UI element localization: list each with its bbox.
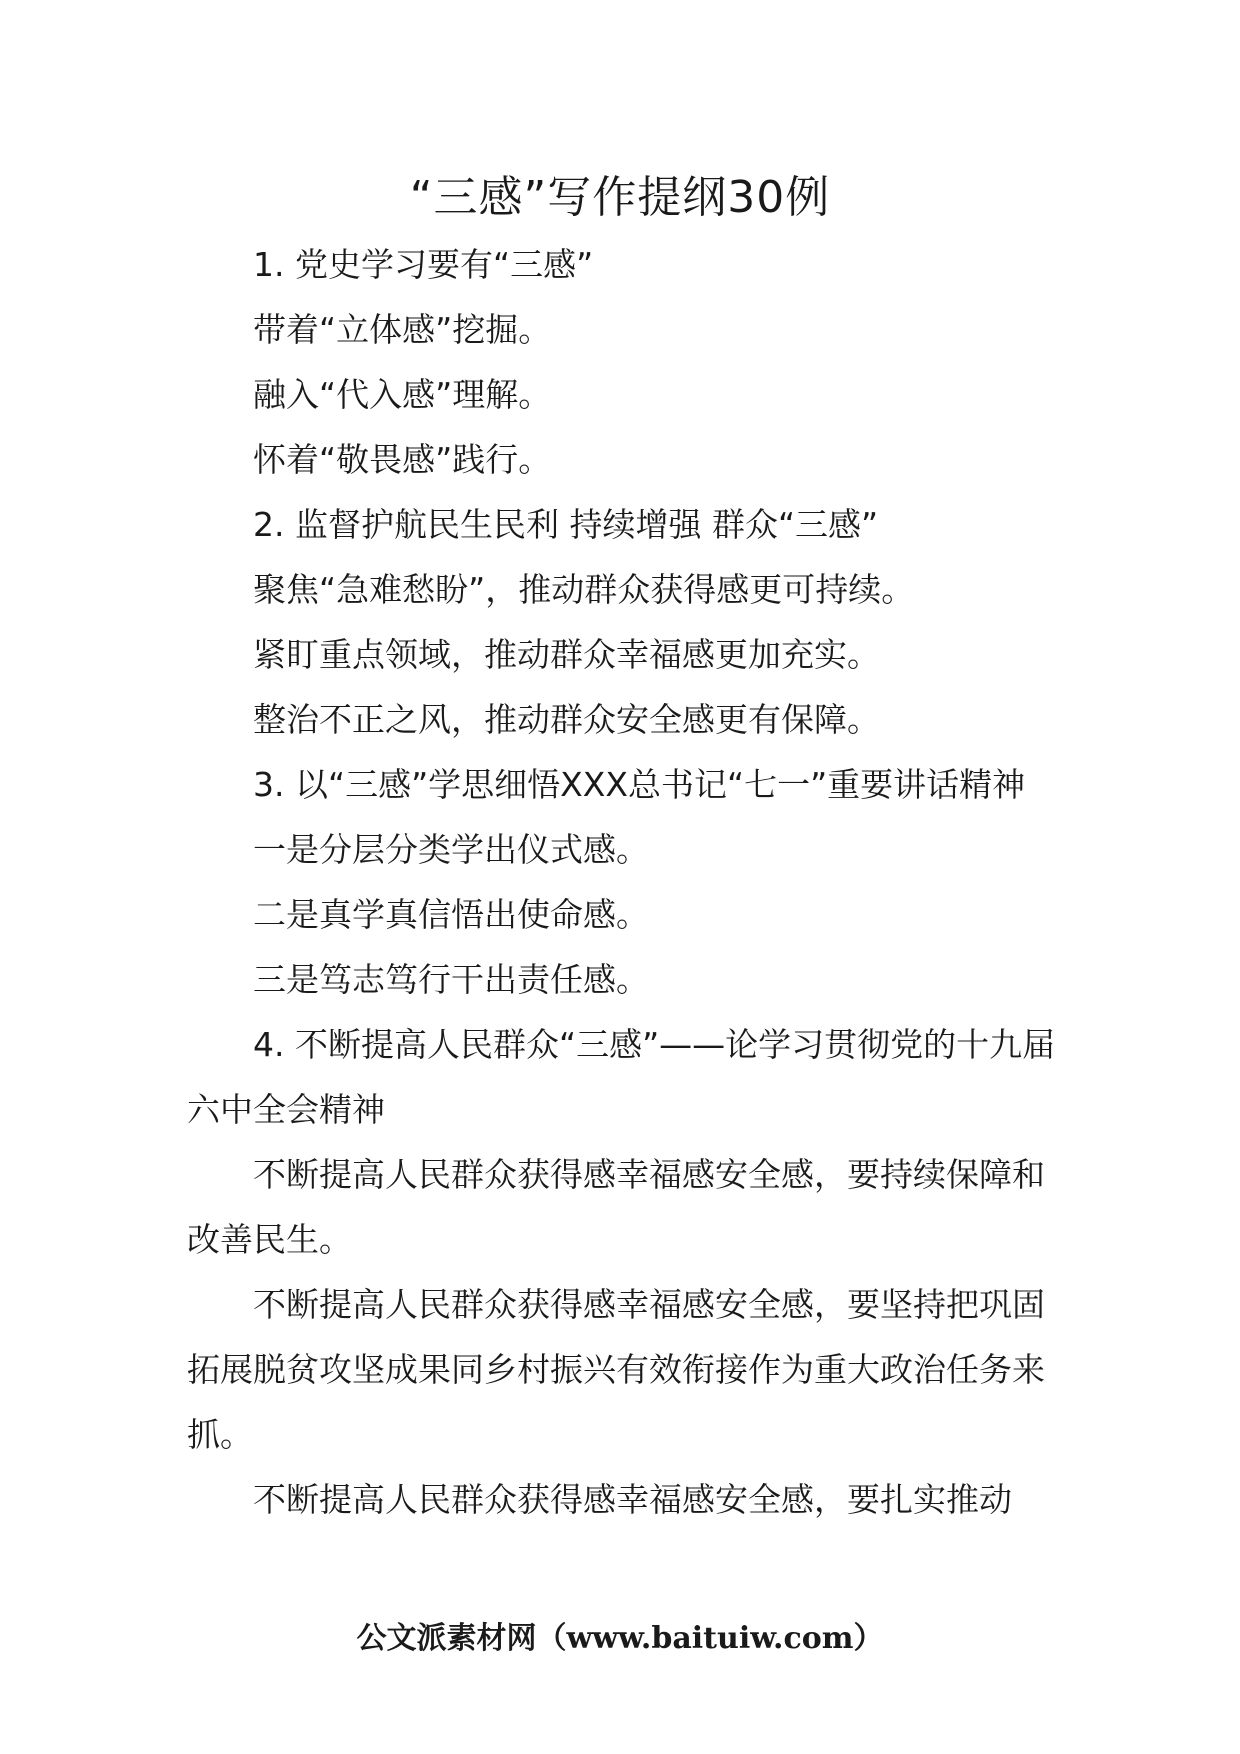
- paragraph: 不断提高人民群众获得感幸福感安全感，要坚持把巩固拓展脱贫攻坚成果同乡村振兴有效衔接作为重大政治任务来抓。: [187, 1285, 1045, 1454]
- footer-watermark: 公文派素材网（www.baituiw.com）: [356, 1621, 884, 1656]
- paragraph: 二是真学真信悟出使命感。: [253, 895, 649, 934]
- paragraph: 融入“代入感”理解。: [253, 375, 552, 414]
- document-title: “三感”写作提纲30例: [409, 172, 831, 223]
- paragraph: 聚焦“急难愁盼”，推动群众获得感更可持续。: [253, 570, 915, 609]
- paragraph: 怀着“敬畏感”践行。: [253, 440, 552, 479]
- paragraph: 紧盯重点领域，推动群众幸福感更加充实。: [253, 635, 880, 674]
- paragraph: 1. 党史学习要有“三感”: [253, 245, 594, 284]
- paragraph: 不断提高人民群众获得感幸福感安全感，要持续保障和改善民生。: [187, 1155, 1045, 1259]
- paragraph: 整治不正之风，推动群众安全感更有保障。: [253, 700, 880, 739]
- paragraph: 4. 不断提高人民群众“三感”——论学习贯彻党的十九届六中全会精神: [187, 1025, 1056, 1129]
- paragraph: 不断提高人民群众获得感幸福感安全感，要扎实推动: [253, 1480, 1012, 1519]
- paragraph: 一是分层分类学出仪式感。: [253, 830, 649, 869]
- paragraph: 3. 以“三感”学思细悟XXX总书记“七一”重要讲话精神: [253, 765, 1026, 804]
- document-body: [187, 232, 1057, 1532]
- paragraph: 2. 监督护航民生民利 持续增强 群众“三感”: [253, 505, 879, 544]
- paragraph: 带着“立体感”挖掘。: [253, 310, 552, 349]
- paragraph: 三是笃志笃行干出责任感。: [253, 960, 649, 999]
